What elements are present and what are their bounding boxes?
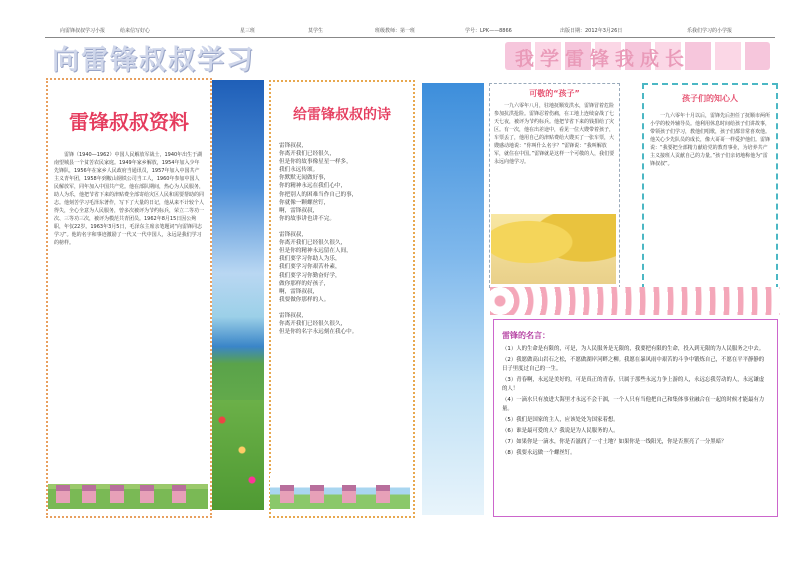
header-item: 出版日期：2012年3月26日 xyxy=(560,28,623,34)
quote-item: （6）谁是最可爱的人？我说是为人民服务的人。 xyxy=(502,428,619,434)
header-item: 给来信写好心 xyxy=(120,28,151,34)
poem-line: 雷锋叔叔， xyxy=(279,232,307,239)
poem-line: 我们永远传颂。 xyxy=(279,167,319,174)
children-friend-panel xyxy=(642,83,778,290)
village-illustration xyxy=(48,473,208,509)
banner-text: 我学雷锋我成长 xyxy=(515,48,691,70)
header-item: 向雷锋叔叔学习小报 xyxy=(60,28,106,34)
poem-line: 我要做你那样的人。 xyxy=(279,296,330,303)
header-item: 学号：LPK——8866 xyxy=(465,28,512,34)
poem-line: 我们要学习你勤奋好学， xyxy=(279,272,341,279)
header-info-row xyxy=(60,27,760,37)
quotes-list xyxy=(502,345,769,458)
poem-line: 你就像一颗螺丝钉， xyxy=(279,199,330,206)
children-friend-title: 孩子们的知心人 xyxy=(682,94,738,103)
poem-line: 雷锋叔叔， xyxy=(279,312,307,319)
quote-item: （8）我要永远做一个螺丝钉。 xyxy=(502,450,576,456)
quote-item: （5）我们是国家的主人，应该处处为国家着想。 xyxy=(502,417,619,423)
poem-line: 你默默无闻做好事， xyxy=(279,175,330,182)
header-item: 星三班 xyxy=(240,28,256,34)
quote-item: （3）青春啊，永远是美好的，可是真正的青春，只属于那些永远力争上游的人，永远忘我劳动的人，永远谦虚的人！ xyxy=(502,377,765,392)
poem-line: 你离开我们已经很久， xyxy=(279,151,335,158)
poem-line: 你离开我们已经很久很久， xyxy=(279,321,347,328)
poem-line: 但是你的名字永远刻在我心中。 xyxy=(279,329,358,336)
quotes-title: 雷锋的名言： xyxy=(502,331,550,340)
poem-panel xyxy=(269,80,415,518)
blue-sky-illustration xyxy=(422,83,484,515)
poem-line: 啊，雷锋叔叔， xyxy=(279,207,319,214)
poem-line: 啊，雷锋叔叔， xyxy=(279,288,319,295)
poem-line xyxy=(279,223,405,231)
lei-feng-profile-panel xyxy=(46,78,212,518)
quote-item: （4）一滴水只有放进大海里才永远不会干涸，一个人只有当他把自己和集体事业融合在一起的时候才能最有力量。 xyxy=(502,397,765,412)
poem-line: 你的故事讲也讲不完。 xyxy=(279,215,335,222)
poem-line: 我们要学习你艰苦朴素， xyxy=(279,264,341,271)
quotes-panel xyxy=(493,319,778,517)
respectable-child-title: 可敬的“孩子” xyxy=(529,89,580,98)
poem-line xyxy=(279,304,405,312)
flower-meadow-illustration xyxy=(212,400,264,510)
poem-line: 我们要学习你助人为乐， xyxy=(279,256,341,263)
poem-line: 做你那样的好孩子， xyxy=(279,280,330,287)
profile-body: 雷锋（1940—1962）中国人民解放军战士，1940年出生于湖南望城县一个贫苦农民家庭。1949年家乡解放，1954年加入少年先锋队，1956年在家乡人民政府当通讯员，1957年加入中国共产主义青年团，1958年到鞍山钢铁公司当工人，1960年参加中国人民解放军，同年加入中国共产党。他在部队期间，热心为人民服务，助人为乐，他把节省下来的津贴费全部寄给灾区人民和需要帮助的同志。他刻苦学习毛泽东著作，写下了大量的日记，他从来不计较个人得失，全心全意为人民服务，曾多次被评为节约标兵，荣立二等功一次、三等功三次，被评为模范共青团员。1962年8月15日因公殉职，年仅22岁。1963年3月5日，毛泽东主席亲笔题词“向雷锋同志学习”。他的名字和事迹激励了一代又一代中国人，永远是我们学习的榜样。 xyxy=(54,152,205,246)
profile-title: 雷锋叔叔资料 xyxy=(69,110,189,134)
poem-title: 给雷锋叔叔的诗 xyxy=(293,107,391,123)
poem-line: 你把别人的困难当作自己的事， xyxy=(279,191,358,198)
respectable-child-body: 一九六零年八月，驻地抚顺发洪水，雷锋冒着危险参加抗洪抢险。雷锋忍着伤痛，在工地上连续奋战了七天七夜，被评为节约标兵。他把节省下来的钱捐给了灾区。有一次，他在出差途中，看见一位大嫂带着孩子，车票丢了，他用自己的津贴费给大嫂买了一张车票，大嫂感动地说：“你叫什么名字？”雷锋说：“我叫解放军，就住在中国。”雷锋就是这样一个可敬的人，我们要永远向他学习。 xyxy=(494,103,615,165)
quote-item: （7）如果你是一滴水，你是否滋润了一寸土地？如果你是一线阳光，你是否照亮了一分黑暗？ xyxy=(502,439,727,445)
quote-item: （1）人的生命是有限的，可是，为人民服务是无限的，我要把有限的生命，投入到无限的为人民服务之中去。 xyxy=(502,346,765,352)
town-illustration xyxy=(270,473,410,509)
header-item: 班级教师：第一班 xyxy=(375,28,416,34)
poem-body xyxy=(279,142,405,336)
poem-line: 但是你的故事像星星一样多， xyxy=(279,159,352,166)
golden-trees-illustration xyxy=(491,214,616,284)
poem-line: 雷锋叔叔， xyxy=(279,143,307,149)
children-friend-body: 一九六零年十月以后，雷锋先后担任了抚顺市两所小学的校外辅导员。他利用休息时间给孩子们讲故事，带领孩子们学习，教他们唱歌，孩子们都非常喜欢他。他关心少先队员的成长，像大哥哥一样爱护他们。雷锋说：“我要把全部精力献给党的教育事业，为培养共产主义接班人贡献自己的力量。”孩子们亲切地称他为“雷锋叔叔”。 xyxy=(650,113,771,167)
poem-line: 但是你的精神永远留在人间， xyxy=(279,248,352,255)
page-title: 向雷锋叔叔学习 xyxy=(52,45,255,76)
poem-line: 你的精神永远在我们心中， xyxy=(279,183,347,190)
poem-line: 你离开我们已经很久很久， xyxy=(279,240,347,247)
header-item: 莫学生 xyxy=(308,28,324,34)
header-item: 乐我们学习的小学报 xyxy=(687,28,733,34)
flower-border-illustration xyxy=(490,287,780,315)
quote-item: （2）我愿做高山岩石之松，不愿做湖岸河畔之柳。我愿在暴风雨中艰苦的斗争中锻炼自己，不愿在平平静静的日子里度过自己的一生。 xyxy=(502,357,765,372)
